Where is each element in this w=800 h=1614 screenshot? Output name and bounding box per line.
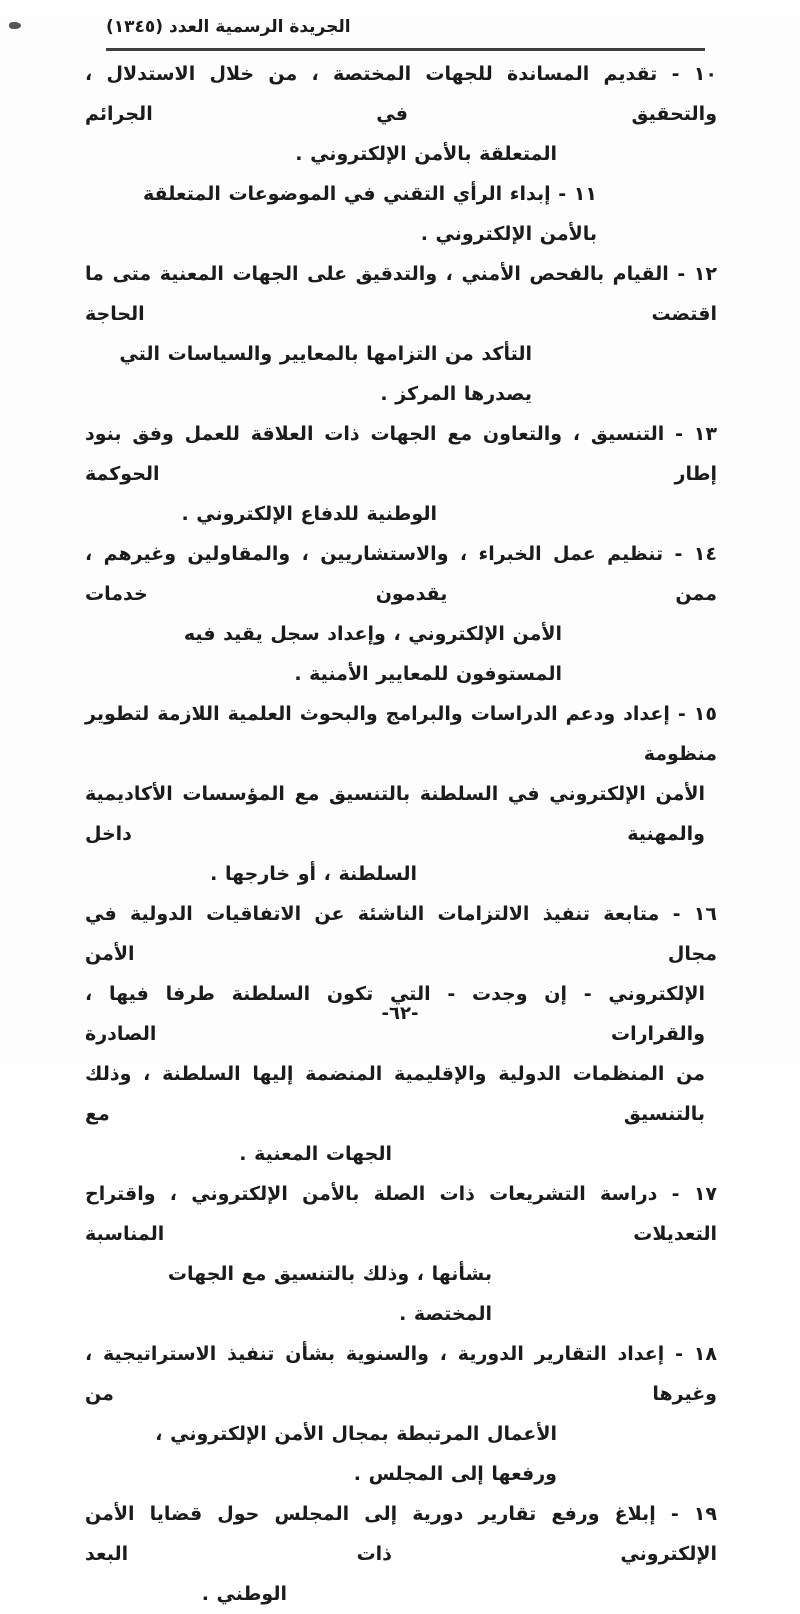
item-line xyxy=(85,1494,717,1574)
item-line xyxy=(85,534,717,614)
item-line: الوطني . xyxy=(201,1583,287,1605)
page-number: -٦٢- xyxy=(381,1003,419,1024)
item-line xyxy=(85,254,717,334)
item-dash: - xyxy=(659,903,694,925)
item-dash: - xyxy=(655,1503,694,1525)
duties-list xyxy=(85,54,717,1614)
item-text: تنظيم عمل الخبراء ، والاستشاريين ، والمقاولين وغيرهم ، ممن يقدمون خدمات xyxy=(85,543,717,605)
item-line: بشأنها ، وذلك بالتنسيق مع الجهات المختصة . xyxy=(167,1263,492,1325)
item-dash: - xyxy=(550,183,574,205)
item-dash: - xyxy=(664,423,694,445)
item-text: تقديم المساندة للجهات المختصة ، من خلال الاستدلال ، والتحقيق في الجرائم xyxy=(85,63,717,125)
item-line xyxy=(85,1174,717,1254)
item-line: الجهات المعنية . xyxy=(239,1143,392,1165)
item-line xyxy=(85,54,717,134)
item-text: القيام بالفحص الأمني ، والتدقيق على الجهات المعنية متى ما اقتضت الحاجة xyxy=(85,263,717,325)
item-number: ١٣ xyxy=(693,423,717,445)
list-item xyxy=(85,254,717,414)
item-line: المتعلقة بالأمن الإلكتروني . xyxy=(295,143,557,165)
list-item xyxy=(85,414,717,534)
item-number: ١٠ xyxy=(693,63,717,85)
item-line xyxy=(85,174,717,254)
list-item xyxy=(85,1494,717,1614)
item-line: الأمن الإلكتروني ، وإعداد سجل يقيد فيه المستوفون للمعايير الأمنية . xyxy=(183,623,562,685)
item-line xyxy=(85,694,717,774)
list-item xyxy=(85,534,717,694)
item-text: إعداد ودعم الدراسات والبرامج والبحوث العلمية اللازمة لتطوير منظومة xyxy=(85,703,717,765)
item-line: الأعمال المرتبطة بمجال الأمن الإلكتروني ، ورفعها إلى المجلس . xyxy=(155,1423,557,1485)
item-text: التنسيق ، والتعاون مع الجهات ذات العلاقة للعمل وفق بنود إطار الحوكمة xyxy=(85,423,717,485)
item-dash: - xyxy=(663,543,694,565)
item-line: من المنظمات الدولية والإقليمية المنضمة إليها السلطنة ، وذلك بالتنسيق مع xyxy=(85,1063,705,1125)
item-dash: - xyxy=(668,263,694,285)
list-item xyxy=(85,694,717,894)
list-item xyxy=(85,1334,717,1494)
list-item xyxy=(85,894,717,1174)
page-footer xyxy=(0,1003,800,1024)
item-number: ١٩ xyxy=(693,1503,717,1525)
gazette-page xyxy=(0,17,800,1605)
item-line xyxy=(85,894,717,974)
item-number: ١٦ xyxy=(693,903,717,925)
item-number: ١٧ xyxy=(693,1183,718,1205)
item-dash: - xyxy=(657,1183,694,1205)
scan-artifact xyxy=(9,22,21,29)
item-text: متابعة تنفيذ الالتزامات الناشئة عن الاتفاقيات الدولية في مجال الأمن xyxy=(85,903,717,965)
item-text: إبداء الرأي التقني في الموضوعات المتعلقة بالأمن الإلكتروني . xyxy=(143,183,597,245)
item-number: ١٤ xyxy=(693,543,717,565)
item-line: الأمن الإلكتروني في السلطنة بالتنسيق مع المؤسسات الأكاديمية والمهنية داخل xyxy=(85,783,705,845)
item-dash: - xyxy=(664,1343,694,1365)
page-header xyxy=(106,17,705,51)
item-number: ١٨ xyxy=(693,1343,717,1365)
item-number: ١١ xyxy=(573,183,597,205)
list-item xyxy=(85,54,717,174)
item-line: التأكد من التزامها بالمعايير والسياسات التي يصدرها المركز . xyxy=(119,343,532,405)
item-text: إبلاغ ورفع تقارير دورية إلى المجلس حول قضايا الأمن الإلكتروني ذات البعد xyxy=(85,1503,717,1565)
item-number: ١٢ xyxy=(693,263,717,285)
item-dash: - xyxy=(669,703,694,725)
item-line: السلطنة ، أو خارجها . xyxy=(210,863,417,885)
item-text: دراسة التشريعات ذات الصلة بالأمن الإلكتروني ، واقتراح التعديلات المناسبة xyxy=(85,1183,717,1245)
item-line: الإلكتروني - إن وجدت - التي تكون السلطنة طرفا فيها ، والقرارات الصادرة xyxy=(85,983,705,1045)
item-dash: - xyxy=(657,63,694,85)
item-line xyxy=(85,1334,717,1414)
item-number: ١٥ xyxy=(693,703,717,725)
list-item xyxy=(85,1174,717,1334)
item-line: الوطنية للدفاع الإلكتروني . xyxy=(181,503,437,525)
item-text: إعداد التقارير الدورية ، والسنوية بشأن تنفيذ الاستراتيجية ، وغيرها من xyxy=(85,1343,717,1405)
list-item xyxy=(85,174,717,254)
item-line xyxy=(85,414,717,494)
gazette-title: الجريدة الرسمية العدد (١٣٤٥) xyxy=(106,17,351,37)
